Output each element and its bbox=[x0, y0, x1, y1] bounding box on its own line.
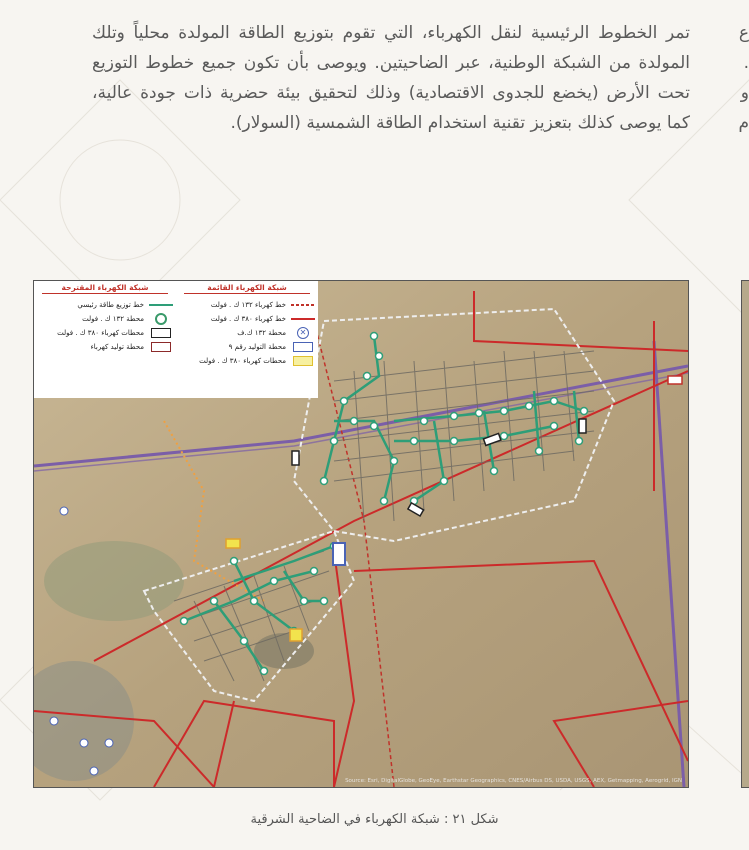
figure-caption: شكل ٢١ : شبكة الكهرباء في الضاحية الشرقية bbox=[250, 812, 499, 827]
legend-row bbox=[36, 298, 174, 312]
red-box-icon bbox=[148, 342, 174, 352]
adjacent-page-text bbox=[716, 18, 749, 138]
electricity-network-map bbox=[33, 280, 689, 788]
legend-row bbox=[36, 326, 174, 340]
legend-label: محطة ١٣٢ ك.ف bbox=[237, 329, 286, 337]
green-line-swatch bbox=[148, 300, 174, 310]
legend-label: محطة ١٣٢ ك . فولت bbox=[82, 315, 144, 323]
circle-station-icon bbox=[148, 314, 174, 324]
legend-row bbox=[36, 340, 174, 354]
body-paragraph: تمر الخطوط الرئيسية لنقل الكهرباء، التي تقوم بتوزيع الطاقة المولدة محلياً وتلك المولدة من الشبكة الوطنية، عبر الضاحيتين. ويوصى بأن تكون جميع خطوط التوزيع تحت الأرض (يخضع للجدوى الاقتصادية) وذلك لتحقيق بيئة حضرية ذات جودة عالية، كما يوصى كذلك بتعزيز تقنية استخدام الطاقة الشمسية (السولار). bbox=[92, 23, 690, 133]
legend-label: خط كهرباء ١٣٢ ك . فولت bbox=[210, 301, 286, 309]
hatched-box-icon bbox=[148, 328, 174, 338]
legend-proposed-title: شبكة الكهرباء المقترحة bbox=[42, 283, 168, 294]
legend-row bbox=[178, 340, 316, 354]
map-legend bbox=[34, 281, 318, 398]
adjacent-text-line: م bbox=[738, 113, 749, 133]
legend-row bbox=[178, 312, 316, 326]
legend-proposed bbox=[36, 283, 174, 354]
legend-row bbox=[178, 298, 316, 312]
legend-label: محطات كهرباء ٣٨٠ ك . فولت bbox=[57, 329, 144, 337]
legend-row bbox=[36, 312, 174, 326]
x-circle-icon: ✕ bbox=[290, 328, 316, 338]
legend-row bbox=[178, 326, 316, 340]
legend-label: خط توزيع طاقة رئيسي bbox=[77, 301, 144, 309]
legend-existing-title: شبكة الكهرباء القائمة bbox=[184, 283, 310, 294]
adjacent-text-line: . bbox=[743, 53, 749, 73]
legend-label: محطة توليد كهرباء bbox=[90, 343, 144, 351]
adjacent-text-line: ع bbox=[738, 23, 749, 43]
blue-box-icon bbox=[290, 342, 316, 352]
legend-label: خط كهرباء ٣٨٠ ك . فولت bbox=[210, 315, 286, 323]
dashed-red-line-swatch bbox=[290, 300, 316, 310]
proposed-generation-station bbox=[668, 376, 682, 384]
legend-label: محطة التوليد رقم ٩ bbox=[228, 343, 286, 351]
legend-label: محطات كهرباء ٣٨٠ ك . فولت bbox=[199, 357, 286, 365]
vegetation-patch bbox=[44, 541, 184, 621]
generation-station bbox=[333, 543, 345, 565]
adjacent-page-map bbox=[741, 280, 749, 788]
map-credit: Source: Esri, DigitalGlobe, GeoEye, Earthstar Geographics, CNES/Airbus DS, USDA, USGS, AEX, Getmapping, Aerogrid, IGN bbox=[345, 778, 682, 784]
yellow-box-icon bbox=[290, 356, 316, 366]
legend-row bbox=[178, 354, 316, 368]
legend-existing bbox=[178, 283, 316, 368]
adjacent-text-line: و bbox=[740, 83, 749, 103]
red-line-swatch bbox=[290, 314, 316, 324]
